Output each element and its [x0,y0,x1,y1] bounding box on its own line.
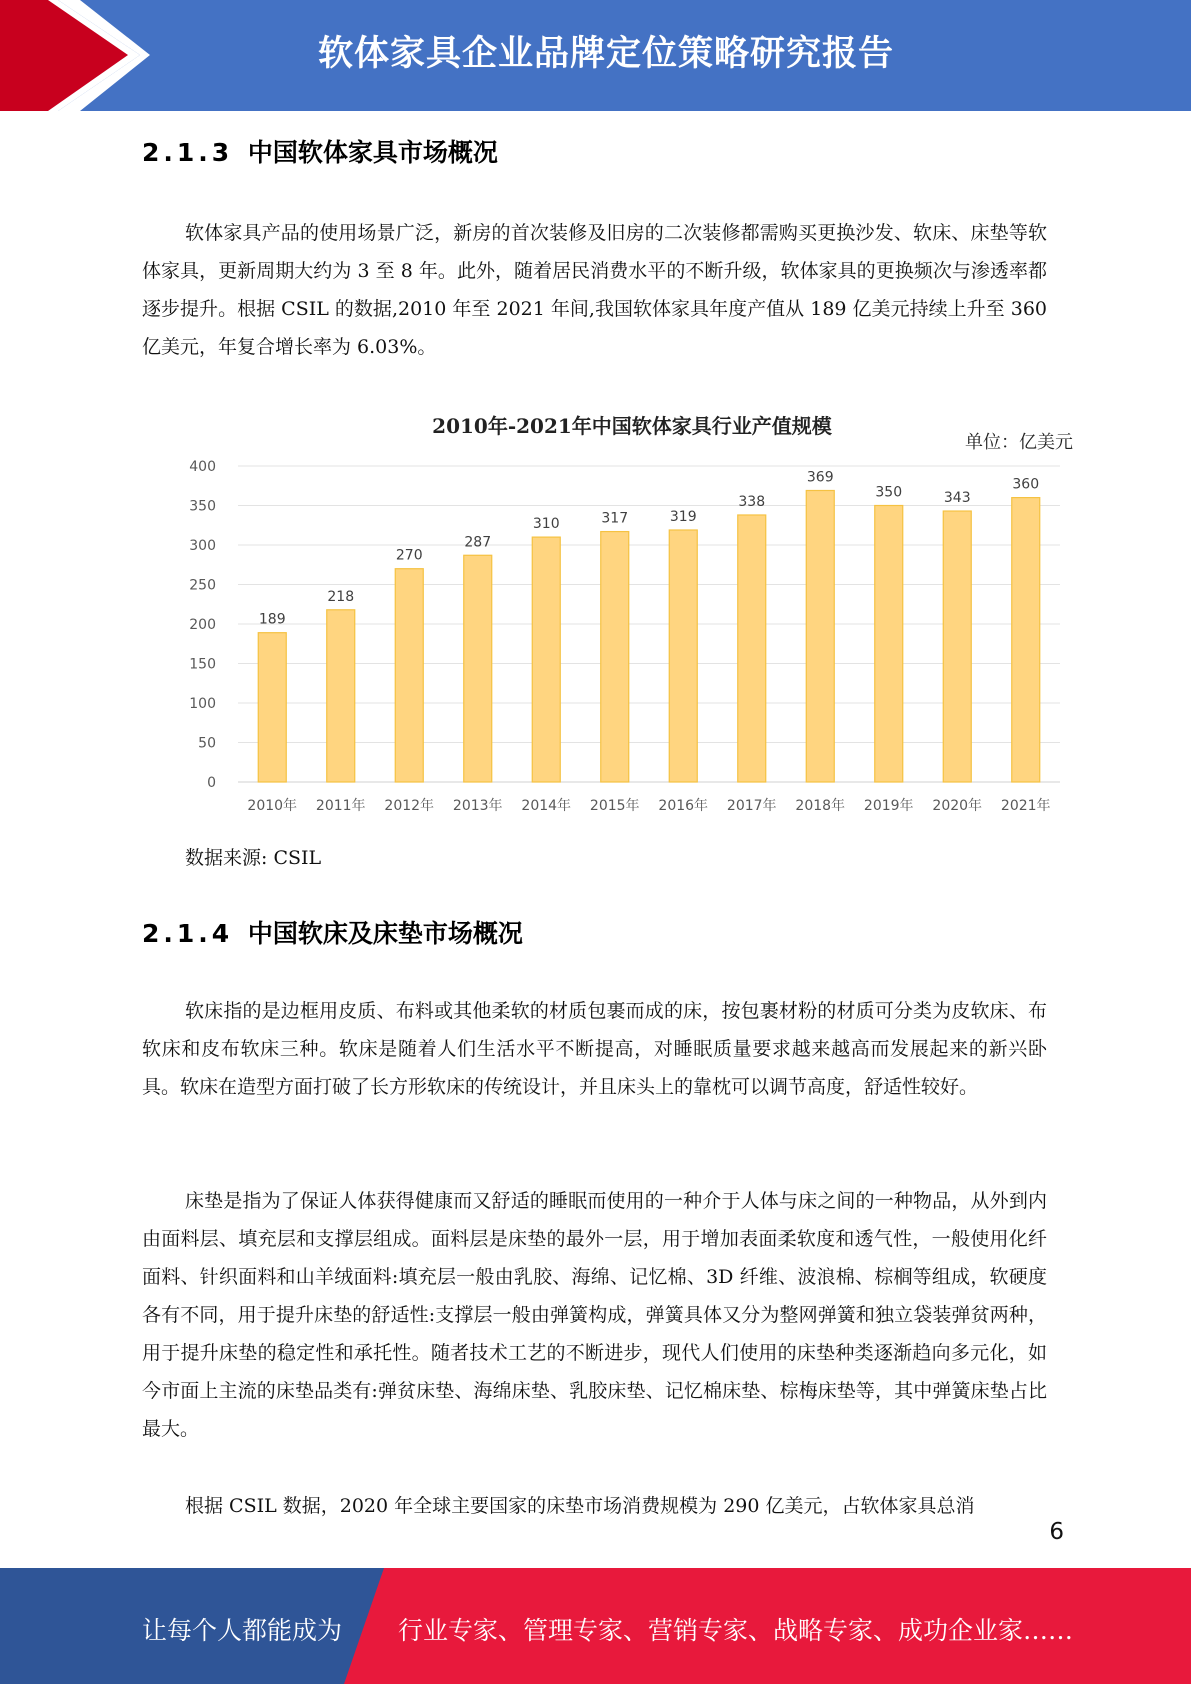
paragraph-mattress-market: 根据 CSIL 数据，2020 年全球主要国家的床垫市场消费规模为 290 亿美元，占软体家具总消 [185,1495,975,1517]
data-label: 350 [875,484,903,501]
bar [806,490,834,782]
data-label: 369 [806,469,834,486]
y-tick-label: 250 [189,577,216,594]
bar [395,569,423,782]
bar [327,610,355,782]
footer-slogan-left: 让每个人都能成为 [142,1616,343,1645]
data-label: 360 [1012,476,1040,493]
x-tick-label: 2015年 [589,798,640,814]
x-tick-label: 2019年 [863,798,914,814]
x-tick-label: 2016年 [658,798,709,814]
bar [601,532,629,782]
paragraph-mattress: 床垫是指为了保证人体获得健康而又舒适的睡眠而使用的一种介于人体与床之间的一种物品，从外到内由面料层、填充层和支撑层组成。面料层是床垫的最外一层，用于增加表面柔软度和透气性，一般使用化纤面料、针织面料和山羊绒面料:填充层一般由乳胶、海绵、记忆棉、3D 纤维、波浪棉、棕榈等组成，软硬度各有不同，用于提升床垫的舒适性:支撑层一般由弹簧构成，弹簧具体又分为整网弹簧和独立袋装弹贫两种，用于提升床垫的稳定性和承托性。随者技术工艺的不断进步，现代人们使用的床垫种类逐渐趋向多元化，如今市面上主流的床垫品类有:弹贫床垫、海绵床垫、乳胶床垫、记忆棉床垫、棕梅床垫等，其中弹簧床垫占比最大。 [142,1190,1047,1440]
y-tick-label: 0 [207,775,216,791]
data-label: 218 [327,588,355,605]
y-tick-label: 300 [189,538,216,554]
x-tick-label: 2018年 [795,798,846,814]
x-tick-label: 2013年 [452,798,503,814]
section-heading-2-1-3 [142,133,498,169]
bar [875,506,903,783]
section-number: 2.1.3 [142,138,234,167]
section-heading-2-1-4 [142,914,523,950]
bar [943,511,971,782]
page-number: 6 [1049,1519,1064,1545]
paragraph-soft-bed: 软床指的是边框用皮质、布料或其他柔软的材质包裹而成的床，按包裹材粉的材质可分类为皮软床、布软床和皮布软床三种。软床是随着人们生活水平不断提高，对睡眠质量要求越来越高而发展起来的新兴卧具。软床在造型方面打破了长方形软床的传统设计，并且床头上的靠枕可以调节高度，舒适性较好。 [142,1000,1047,1098]
x-tick-label: 2010年 [247,798,298,814]
paragraph-soft-furniture-overview: 软体家具产品的使用场景广泛，新房的首次装修及旧房的二次装修都需购买更换沙发、软床、床垫等软体家具，更新周期大约为 3 至 8 年。此外，随着居民消费水平的不断升级，软体家具的更换频次与渗透率都逐步提升。根据 CSIL 的数据,2010 年至 2021 年间,我国软体家具年度产值从 189 亿美元持续上升至 360 亿美元，年复合增长率为 6.03%。 [142,222,1047,358]
x-tick-label: 2012年 [384,798,435,814]
x-tick-label: 2014年 [521,798,572,814]
chart-unit: 单位：亿美元 [965,432,1073,453]
data-label: 319 [669,508,697,525]
section-title: 中国软体家具市场概况 [247,138,498,167]
x-tick-label: 2021年 [1000,798,1051,814]
data-label: 270 [395,547,423,564]
bar [258,633,286,782]
bar [1012,498,1040,782]
x-tick-label: 2011年 [315,798,366,814]
bar-chart [170,400,1075,830]
y-tick-label: 400 [189,459,216,475]
bar [669,530,697,782]
y-tick-label: 100 [189,696,216,712]
y-tick-label: 50 [198,735,216,752]
data-label: 343 [943,490,971,507]
footer-slogan-right: 行业专家、管理专家、营销专家、战略专家、成功企业家…… [398,1616,1074,1645]
section-number: 2.1.4 [142,919,234,948]
data-source-note: 数据来源: CSIL [185,847,322,869]
bar-chart-svg [170,400,1075,830]
data-label: 189 [258,611,286,628]
bar [532,537,560,782]
page-header [0,0,1191,111]
x-tick-label: 2020年 [932,798,983,814]
bar [464,555,492,782]
x-tick-label: 2017年 [726,798,777,814]
y-tick-label: 200 [189,617,216,633]
data-label: 338 [738,493,766,510]
data-label: 310 [532,516,560,533]
data-label: 287 [464,534,492,551]
data-label: 317 [601,510,629,527]
bar [738,515,766,782]
section-title: 中国软床及床垫市场概况 [247,919,523,948]
chart-title: 2010年-2021年中国软体家具行业产值规模 [432,414,832,438]
header-title: 软体家具企业品牌定位策略研究报告 [318,34,895,74]
y-tick-label: 150 [189,656,216,673]
y-tick-label: 350 [189,498,216,515]
